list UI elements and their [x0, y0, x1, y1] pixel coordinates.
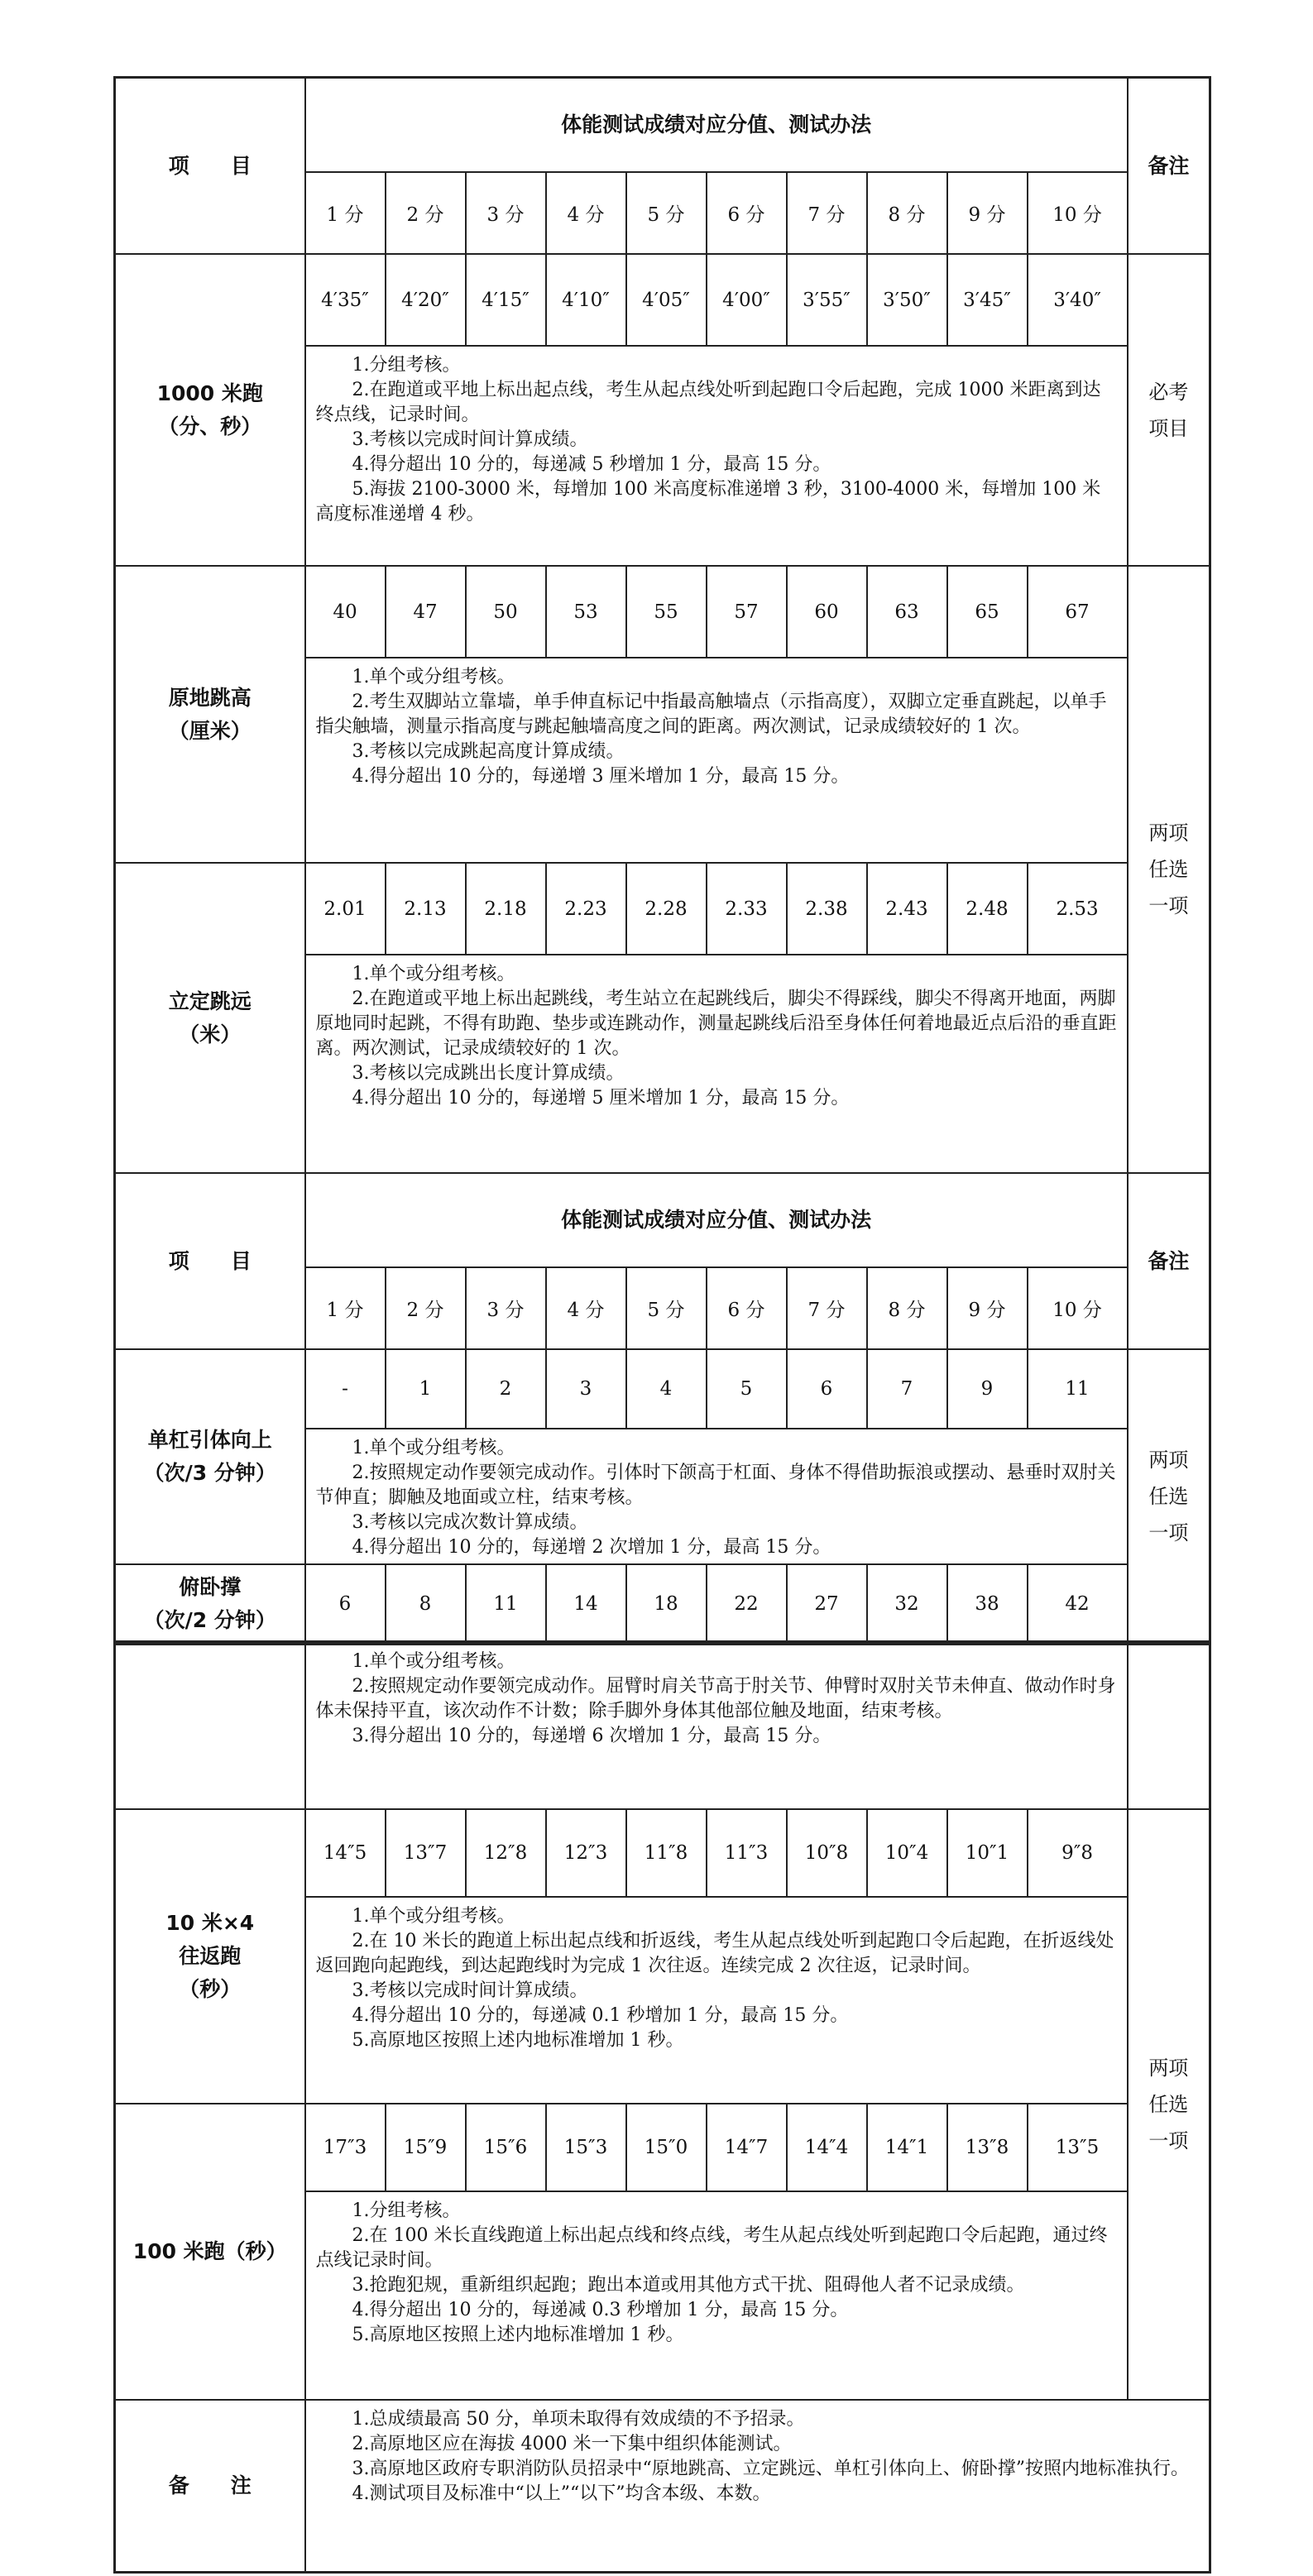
note-line: 3.高原地区政府专职消防队员招录中“原地跳高、立定跳远、单杠引体向上、俯卧撑”按照内地标准执行。 — [352, 2459, 1189, 2479]
item-name-cell-continued — [115, 1642, 305, 1810]
value-cell: 15″0 — [626, 2104, 707, 2191]
score-header-cell: 2 分 — [386, 172, 466, 254]
score-header-cell: 3 分 — [466, 1267, 546, 1349]
rule-line: 3.考核以完成次数计算成绩。 — [352, 1512, 588, 1533]
rules-cell — [305, 658, 1128, 863]
value-cell: 1 — [386, 1349, 466, 1429]
value-cell: 4′35″ — [305, 254, 386, 346]
value-cell: 3′45″ — [947, 254, 1028, 346]
value-cell: 4 — [626, 1349, 707, 1429]
score-header-cell: 4 分 — [546, 1267, 626, 1349]
rule-line: 2.考生双脚站立靠墙，单手伸直标记中指最高触墙点（示指高度），双脚立定垂直跳起，以单手指尖触墙，测量示指高度与跳起触墙高度之间的距离。两次测试，记录成绩较好的 1 次。 — [315, 692, 1107, 737]
item-name-line: （厘米） — [168, 718, 252, 743]
value-cell: 11 — [466, 1564, 546, 1645]
value-cell: 14 — [546, 1564, 626, 1645]
value-cell: 2.48 — [947, 863, 1028, 955]
value-cell: 17″3 — [305, 2104, 386, 2191]
value-cell: 15″6 — [466, 2104, 546, 2191]
value-cell: 15″9 — [386, 2104, 466, 2191]
value-cell: 2.33 — [707, 863, 787, 955]
remark-header: 备注 — [1128, 1173, 1210, 1349]
remark-line: 任选 — [1148, 858, 1189, 881]
remark-line: 两项 — [1148, 1448, 1189, 1472]
value-cell: 3 — [546, 1349, 626, 1429]
item-name-cell — [115, 1809, 305, 2104]
rule-line: 1.单个或分组考核。 — [352, 1906, 515, 1927]
value-cell: 11″8 — [626, 1809, 707, 1897]
value-cell: 18 — [626, 1564, 707, 1645]
score-header-cell: 3 分 — [466, 172, 546, 254]
value-cell: - — [305, 1349, 386, 1429]
item-name-line: 原地跳高 — [168, 685, 252, 710]
rules-cell — [305, 1429, 1128, 1564]
rule-line: 3.考核以完成跳出长度计算成绩。 — [352, 1063, 625, 1084]
rule-line: 4.得分超出 10 分的，每递增 2 次增加 1 分，最高 15 分。 — [352, 1537, 831, 1558]
rule-line: 5.海拔 2100-3000 米，每增加 100 米高度标准递增 3 秒，3100-4000 米，每增加 100 米高度标准递增 4 秒。 — [315, 479, 1101, 524]
value-cell: 11 — [1028, 1349, 1128, 1429]
value-cell: 14″7 — [707, 2104, 787, 2191]
item-name-line: （秒） — [179, 1977, 242, 2001]
notes-cell — [305, 2400, 1210, 2573]
value-cell: 15″3 — [546, 2104, 626, 2191]
rules-cell — [305, 1642, 1128, 1810]
rules-cell — [305, 1897, 1128, 2104]
rule-line: 2.按照规定动作要领完成动作。引体时下颌高于杠面、身体不得借助振浪或摆动、悬垂时双肘关节伸直；脚触及地面或立柱，结束考核。 — [315, 1463, 1116, 1508]
score-header-cell: 5 分 — [626, 172, 707, 254]
score-header-cell: 1 分 — [305, 172, 386, 254]
item-name-line: （分、秒） — [158, 414, 262, 438]
note-line: 1.总成绩最高 50 分，单项未取得有效成绩的不予招录。 — [352, 2409, 805, 2430]
value-cell: 2.13 — [386, 863, 466, 955]
value-cell: 50 — [466, 566, 546, 658]
rule-line: 4.得分超出 10 分的，每递减 0.3 秒增加 1 分，最高 15 分。 — [352, 2300, 849, 2320]
value-cell: 7 — [867, 1349, 947, 1429]
item-name-line: 单杠引体向上 — [147, 1428, 272, 1452]
value-cell: 2.23 — [546, 863, 626, 955]
value-cell: 13″7 — [386, 1809, 466, 1897]
item-name-cell — [115, 863, 305, 1173]
value-cell: 12″8 — [466, 1809, 546, 1897]
item-name-line: 俯卧撑 — [179, 1575, 242, 1599]
remark-line: 两项 — [1148, 821, 1189, 845]
score-header-cell: 1 分 — [305, 1267, 386, 1349]
value-cell: 4′20″ — [386, 254, 466, 346]
rule-line: 2.按照规定动作要领完成动作。屈臂时肩关节高于肘关节、伸臂时双肘关节未伸直、做动作时身体未保持平直，该次动作不计数；除手脚外身体其他部位触及地面，结束考核。 — [315, 1676, 1116, 1721]
score-header-cell: 9 分 — [947, 172, 1028, 254]
score-header-cell: 7 分 — [787, 172, 867, 254]
score-header-cell: 10 分 — [1028, 172, 1128, 254]
item-name-cell — [115, 1564, 305, 1645]
item-name-line: 往返跑 — [179, 1944, 242, 1968]
rule-line: 3.抢跑犯规，重新组织起跑；跑出本道或用其他方式干扰、阻碍他人者不记录成绩。 — [352, 2275, 1025, 2296]
remark-header: 备注 — [1128, 78, 1210, 255]
value-cell: 2 — [466, 1349, 546, 1429]
value-cell: 2.28 — [626, 863, 707, 955]
table-title: 体能测试成绩对应分值、测试办法 — [305, 78, 1128, 173]
score-header-cell: 2 分 — [386, 1267, 466, 1349]
value-cell: 4′00″ — [707, 254, 787, 346]
remark-choose-one — [1128, 566, 1210, 1173]
value-cell: 10″4 — [867, 1809, 947, 1897]
fitness-table-page-1 — [113, 76, 1211, 1645]
rules-cell — [305, 955, 1128, 1173]
value-cell: 2.53 — [1028, 863, 1128, 955]
rule-line: 1.分组考核。 — [352, 355, 461, 376]
value-cell: 13″5 — [1028, 2104, 1128, 2191]
rule-line: 1.分组考核。 — [352, 2200, 461, 2221]
note-line: 4.测试项目及标准中“以上”“以下”均含本级、本数。 — [352, 2483, 771, 2504]
remark-line: 一项 — [1148, 2129, 1189, 2152]
value-cell: 6 — [305, 1564, 386, 1645]
item-header: 项 目 — [115, 78, 305, 255]
remark-choose-one — [1128, 1809, 1210, 2400]
score-header-cell: 9 分 — [947, 1267, 1028, 1349]
score-header-cell: 6 分 — [707, 1267, 787, 1349]
rules-cell — [305, 2191, 1128, 2400]
value-cell: 4′10″ — [546, 254, 626, 346]
rule-line: 2.在跑道或平地上标出起点线，考生从起点线处听到起跑口令后起跑，完成 1000 米距离到达终点线，记录时间。 — [315, 380, 1101, 425]
value-cell: 9 — [947, 1349, 1028, 1429]
value-cell: 27 — [787, 1564, 867, 1645]
value-cell: 14″4 — [787, 2104, 867, 2191]
value-cell: 14″5 — [305, 1809, 386, 1897]
item-name-line: （米） — [179, 1022, 242, 1046]
value-cell: 5 — [707, 1349, 787, 1429]
score-header-cell: 8 分 — [867, 1267, 947, 1349]
item-name-line: 10 米×4 — [165, 1911, 255, 1935]
rule-line: 4.得分超出 10 分的，每递减 0.1 秒增加 1 分，最高 15 分。 — [352, 2005, 849, 2026]
value-cell: 60 — [787, 566, 867, 658]
item-header: 项 目 — [115, 1173, 305, 1349]
value-cell: 3′40″ — [1028, 254, 1128, 346]
remark-line: 任选 — [1148, 1485, 1189, 1508]
item-name-line: （次/2 分钟） — [143, 1608, 276, 1632]
value-cell: 55 — [626, 566, 707, 658]
remark-line: 一项 — [1148, 1521, 1189, 1544]
value-cell: 3′55″ — [787, 254, 867, 346]
value-cell: 63 — [867, 566, 947, 658]
item-name-cell — [115, 1349, 305, 1564]
item-name-cell — [115, 2104, 305, 2400]
remark-line: 项目 — [1148, 416, 1189, 440]
rule-line: 4.得分超出 10 分的，每递减 5 秒增加 1 分，最高 15 分。 — [352, 454, 831, 475]
value-cell: 65 — [947, 566, 1028, 658]
rule-line: 3.考核以完成时间计算成绩。 — [352, 1980, 588, 2001]
rule-line: 3.得分超出 10 分的，每递增 6 次增加 1 分，最高 15 分。 — [352, 1726, 831, 1746]
table-title: 体能测试成绩对应分值、测试办法 — [305, 1173, 1128, 1267]
item-name-cell — [115, 254, 305, 566]
value-cell: 10″1 — [947, 1809, 1028, 1897]
value-cell: 2.18 — [466, 863, 546, 955]
rule-line: 1.单个或分组考核。 — [352, 1438, 515, 1458]
score-header-cell: 4 分 — [546, 172, 626, 254]
value-cell: 40 — [305, 566, 386, 658]
value-cell: 10″8 — [787, 1809, 867, 1897]
rule-line: 4.得分超出 10 分的，每递增 3 厘米增加 1 分，最高 15 分。 — [352, 766, 850, 787]
item-name-line: 100 米跑（秒） — [132, 2239, 287, 2263]
remark-required — [1128, 254, 1210, 566]
value-cell: 2.01 — [305, 863, 386, 955]
item-name-line: （次/3 分钟） — [143, 1461, 276, 1485]
value-cell: 4′15″ — [466, 254, 546, 346]
value-cell: 22 — [707, 1564, 787, 1645]
value-cell: 38 — [947, 1564, 1028, 1645]
value-cell: 3′50″ — [867, 254, 947, 346]
score-header-cell: 6 分 — [707, 172, 787, 254]
remark-line: 必考 — [1148, 380, 1189, 404]
value-cell: 4′05″ — [626, 254, 707, 346]
remark-line: 任选 — [1148, 2093, 1189, 2116]
remark-continued — [1128, 1642, 1210, 1810]
rule-line: 2.在 10 米长的跑道上标出起点线和折返线，考生从起点线处听到起跑口令后起跑，在折返线处返回跑向起跑线，到达起跑线时为完成 1 次往返。连续完成 2 次往返，记录时间。 — [315, 1931, 1114, 1976]
rule-line: 2.在跑道或平地上标出起跳线，考生站立在起跳线后，脚尖不得踩线，脚尖不得离开地面，两脚原地同时起跳，不得有助跑、垫步或连跳动作，测量起跳线后沿至身体任何着地最近点后沿的垂直距离。两次测试，记录成绩较好的 1 次。 — [315, 989, 1117, 1059]
value-cell: 2.38 — [787, 863, 867, 955]
remark-line: 两项 — [1148, 2056, 1189, 2080]
score-header-cell: 7 分 — [787, 1267, 867, 1349]
value-cell: 6 — [787, 1349, 867, 1429]
note-line: 2.高原地区应在海拔 4000 米一下集中组织体能测试。 — [352, 2434, 792, 2454]
rule-line: 5.高原地区按照上述内地标准增加 1 秒。 — [352, 2325, 684, 2345]
score-header-cell: 8 分 — [867, 172, 947, 254]
rules-cell — [305, 346, 1128, 566]
score-header-cell: 5 分 — [626, 1267, 707, 1349]
item-name-cell — [115, 566, 305, 863]
fitness-table-page-2 — [113, 1640, 1211, 2574]
value-cell: 67 — [1028, 566, 1128, 658]
rule-line: 1.单个或分组考核。 — [352, 964, 515, 984]
remark-line: 一项 — [1148, 894, 1189, 917]
rule-line: 1.单个或分组考核。 — [352, 1651, 515, 1672]
value-cell: 8 — [386, 1564, 466, 1645]
score-header-cell: 10 分 — [1028, 1267, 1128, 1349]
notes-label: 备 注 — [115, 2400, 305, 2573]
value-cell: 13″8 — [947, 2104, 1028, 2191]
rule-line: 2.在 100 米长直线跑道上标出起点线和终点线，考生从起点线处听到起跑口令后起跑，通过终点线记录时间。 — [315, 2225, 1108, 2271]
value-cell: 57 — [707, 566, 787, 658]
value-cell: 11″3 — [707, 1809, 787, 1897]
value-cell: 42 — [1028, 1564, 1128, 1645]
rule-line: 4.得分超出 10 分的，每递增 5 厘米增加 1 分，最高 15 分。 — [352, 1088, 850, 1108]
rule-line: 1.单个或分组考核。 — [352, 667, 515, 687]
value-cell: 9″8 — [1028, 1809, 1128, 1897]
rule-line: 3.考核以完成时间计算成绩。 — [352, 429, 588, 450]
value-cell: 12″3 — [546, 1809, 626, 1897]
value-cell: 47 — [386, 566, 466, 658]
value-cell: 32 — [867, 1564, 947, 1645]
rule-line: 5.高原地区按照上述内地标准增加 1 秒。 — [352, 2030, 684, 2051]
value-cell: 14″1 — [867, 2104, 947, 2191]
item-name-line: 1000 米跑 — [156, 381, 263, 405]
item-name-line: 立定跳远 — [168, 989, 252, 1013]
value-cell: 2.43 — [867, 863, 947, 955]
value-cell: 53 — [546, 566, 626, 658]
remark-choose-one — [1128, 1349, 1210, 1645]
rule-line: 3.考核以完成跳起高度计算成绩。 — [352, 741, 625, 762]
